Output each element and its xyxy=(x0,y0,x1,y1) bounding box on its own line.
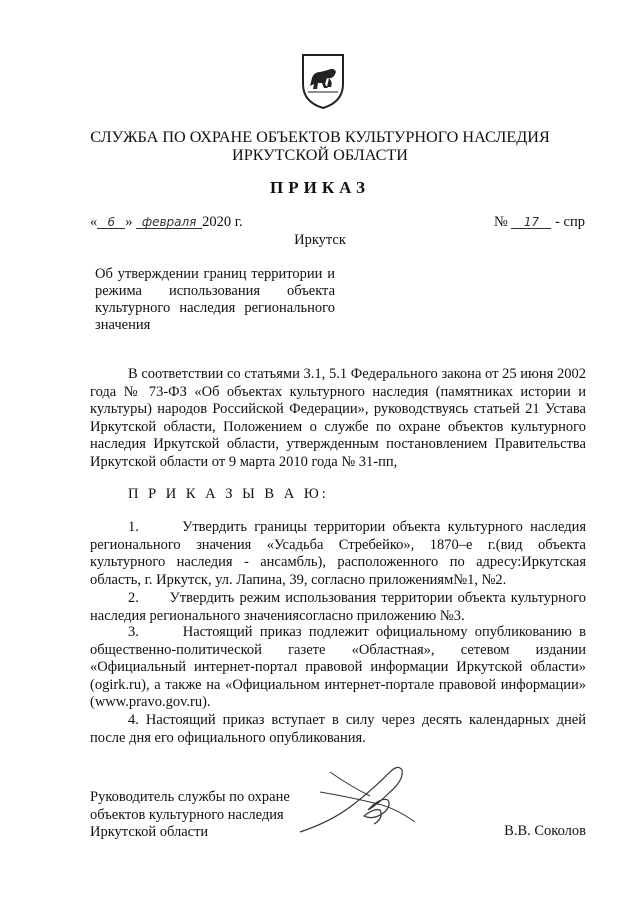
city: Иркутск xyxy=(294,232,346,248)
item-text: Утвердить режим использования территории объекта культурного наследия регионального значениясогласно приложению №3. xyxy=(90,590,587,624)
number-suffix: - спр xyxy=(555,214,585,230)
order-item-2 xyxy=(90,590,586,625)
order-item-3 xyxy=(90,624,586,712)
date-day-handwritten: 6 xyxy=(97,216,125,229)
item-text: Настоящий приказ вступает в силу через десять календарных дней после дня его официального опубликования. xyxy=(90,712,586,746)
document-title: ПРИКАЗ xyxy=(270,178,370,197)
item-text: Утвердить границы территории объекта культурного наследия регионального значения «Усадьба Стребейко», 1870–е г.(вид объекта культурного наследия - ансамбль), расположенного по адресу:Иркутская область, г. Иркутск, ул. Лапина, 39, согласно приложениям№1, №2. xyxy=(90,519,587,588)
order-word: П Р И К А З Ы В А Ю: xyxy=(128,486,329,502)
number-prefix: № xyxy=(494,214,508,230)
signatory-position xyxy=(90,789,290,842)
item-number: 1. xyxy=(128,519,139,535)
item-text: Настоящий приказ подлежит официальному опубликованию в общественно-политической газете «Областная», сетевом издании «Официальный интернет-портал правовой информации Иркутской области» (ogirk.ru), а также на «Официальном интернет-портале правовой информации» (www.pravo.gov.ru). xyxy=(90,624,587,711)
item-number: 3. xyxy=(128,624,139,640)
order-subject: Об утверждении границ территории и режима использования объекта культурного наследия регионального значения xyxy=(95,266,335,333)
signatory-name: В.В. Соколов xyxy=(504,823,586,839)
handwritten-signature xyxy=(290,752,420,842)
preamble-paragraph xyxy=(90,366,586,472)
order-date xyxy=(90,214,243,231)
date-month-handwritten: февраля xyxy=(136,216,202,229)
position-line-1: Руководитель службы по охране xyxy=(90,789,290,805)
org-name-line2: ИРКУТСКОЙ ОБЛАСТИ xyxy=(232,146,408,164)
coat-of-arms-emblem xyxy=(300,52,346,110)
order-item-1 xyxy=(90,519,586,589)
item-number: 2. xyxy=(128,590,139,606)
number-handwritten: 17 xyxy=(511,216,551,229)
date-open-quote: « xyxy=(90,214,98,230)
position-line-3: Иркутской области xyxy=(90,824,209,840)
date-close-quote: » xyxy=(125,214,133,230)
preamble-text: В соответствии со статьями 3.1, 5.1 Федерального закона от 25 июня 2002 года № 73-ФЗ «Об объектах культурного наследия (памятниках истории и культуры) народов Российской Федерации», руководствуясь статьей 21 Устава Иркутской области, Положением о службе по охране объектов культурного наследия Иркутской области, утвержденным постановлением Правительства Иркутской области от 9 марта 2010 года № 31-пп, xyxy=(90,366,586,470)
order-number xyxy=(494,214,585,231)
order-item-4 xyxy=(90,712,586,747)
item-number: 4. xyxy=(128,712,139,728)
org-name-line1: СЛУЖБА ПО ОХРАНЕ ОБЪЕКТОВ КУЛЬТУРНОГО НАСЛЕДИЯ xyxy=(90,128,550,146)
position-line-2: объектов культурного наследия xyxy=(90,806,284,823)
date-year: 2020 г. xyxy=(202,214,243,230)
